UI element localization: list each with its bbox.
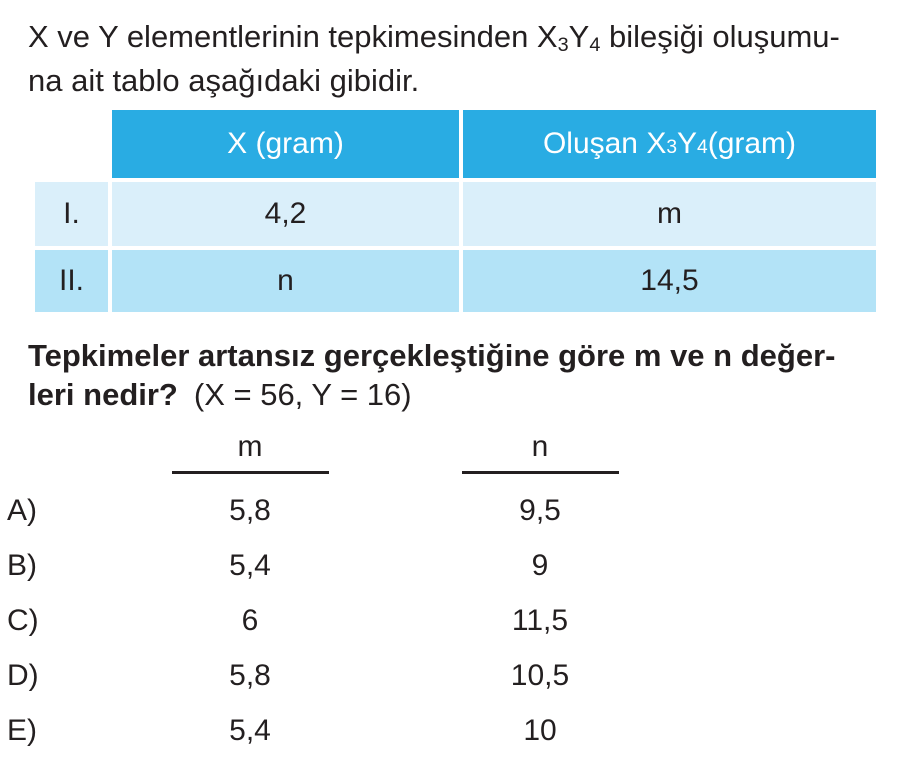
option-C-n-value: 11,5 [511,603,569,637]
intro-paragraph [28,17,840,100]
m-header-underline [172,471,329,474]
header-text: Y [677,127,698,160]
n-column-label: n [531,430,549,463]
option-A-n-value: 9,5 [519,493,561,527]
table-header-x: X (gram) [112,110,459,178]
table-corner-cell [35,110,108,178]
option-letter-A: A) [7,493,37,527]
cell-compound-row1: m [463,182,876,246]
question-text: leri nedir? [28,377,178,412]
intro-text: bileşiği oluşumu- [600,19,840,54]
option-C-m-value: 6 [241,603,259,637]
intro-text: X ve Y elementlerinin tepkimesinden X [28,19,558,54]
option-E-n-value: 10 [523,713,557,747]
cell-compound-row2: 14,5 [463,250,876,312]
question-paragraph [28,336,835,414]
header-text: Oluşan X [542,127,667,160]
option-letter-C: C) [7,603,39,637]
option-B-n-value: 9 [531,548,549,582]
cell-x-row2: n [112,250,459,312]
table-header-compound [463,110,876,178]
row-label-II: II. [35,250,108,312]
option-D-n-value: 10,5 [510,658,570,692]
option-letter-B: B) [7,548,37,582]
subscript-4: 4 [589,34,601,57]
n-header-underline [462,471,619,474]
subscript-3: 3 [666,137,678,159]
option-letter-E: E) [7,713,37,747]
header-text: (gram) [707,127,797,160]
intro-line-1 [28,17,840,61]
reaction-table [35,110,876,312]
option-D-m-value: 5,8 [229,658,271,692]
intro-text: Y [568,19,590,54]
subscript-4: 4 [697,137,708,159]
option-B-m-value: 5,4 [229,548,271,582]
option-letter-D: D) [7,658,39,692]
n-column-header [410,428,670,490]
question-line-1: Tepkimeler artansız gerçekleştiğine göre m ve n değer- [28,338,836,373]
m-column-header [90,428,410,490]
intro-line-2: na ait tablo aşağıdaki gibidir. [28,63,420,98]
options-header-spacer [0,428,90,490]
options-table [0,428,670,758]
m-column-label: m [237,430,263,463]
given-values: (X = 56, Y = 16) [193,377,412,412]
row-label-I: I. [35,182,108,246]
option-E-m-value: 5,4 [229,713,271,747]
option-A-m-value: 5,8 [229,493,271,527]
cell-x-row1: 4,2 [112,182,459,246]
question-line-2 [28,375,835,414]
subscript-3: 3 [557,34,569,57]
